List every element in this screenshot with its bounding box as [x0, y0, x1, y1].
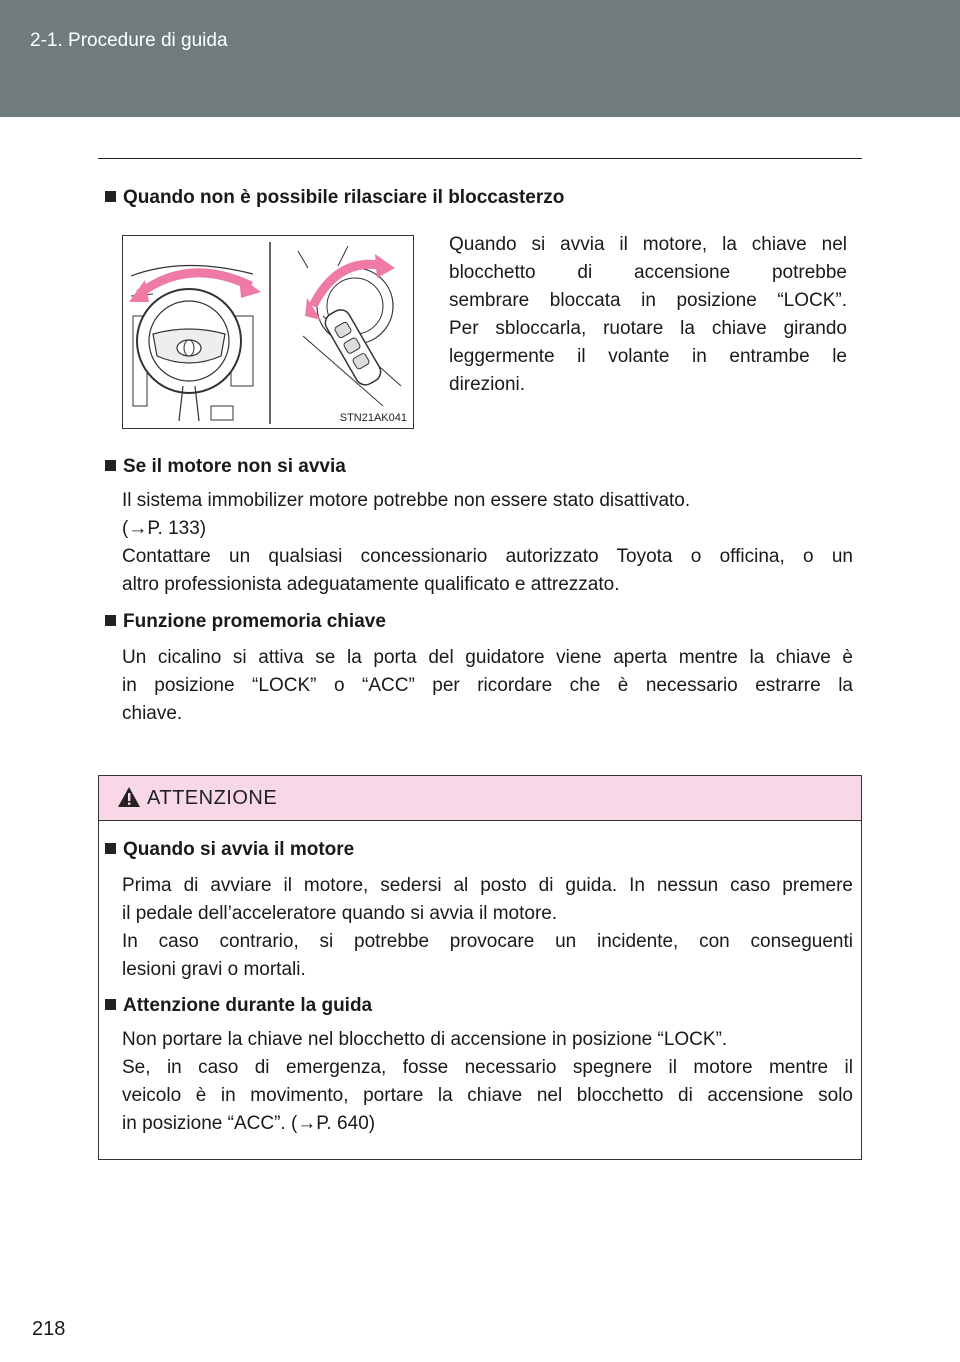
section-heading-text: Se il motore non si avvia	[123, 456, 346, 477]
square-bullet-icon	[105, 460, 116, 471]
warning-triangle-icon	[117, 786, 141, 808]
page-header	[0, 0, 960, 117]
text-line: blocchetto di accensione potrebbe	[449, 262, 847, 283]
square-bullet-icon	[105, 191, 116, 202]
text-line: Un cicalino si attiva se la porta del guidatore viene aperta mentre la chiave è	[122, 647, 853, 668]
steering-key-illustration	[122, 235, 414, 429]
square-bullet-icon	[105, 999, 116, 1010]
text-line: chiave.	[122, 703, 183, 724]
text-line: il pedale dell’acceleratore quando si avvia il motore.	[122, 903, 558, 924]
text-line: Se, in caso di emergenza, fosse necessario spegnere il motore mentre il	[122, 1057, 853, 1078]
section-heading-steering-lock	[105, 185, 564, 211]
section-heading-text: Attenzione durante la guida	[123, 995, 373, 1016]
section-heading-engine-wont-start	[105, 454, 346, 480]
text-line: in posizione “ACC”. (→P. 640)	[122, 1113, 376, 1134]
section-heading-text: Quando si avvia il motore	[123, 839, 355, 860]
warning-heading-driving	[105, 993, 372, 1019]
square-bullet-icon	[105, 615, 116, 626]
steering-wheel-key-icon	[123, 236, 414, 429]
text-line: sembrare bloccata in posizione “LOCK”.	[449, 290, 847, 311]
text-line: In caso contrario, si potrebbe provocare un incidente, con conseguenti	[122, 931, 853, 952]
warning-driving-text	[122, 1026, 853, 1138]
warning-header	[99, 776, 861, 821]
text-line: leggermente il volante in entrambe le	[449, 346, 847, 367]
text-line: Contattare un qualsiasi concessionario autorizzato Toyota o officina, o un	[122, 546, 853, 567]
square-bullet-icon	[105, 843, 116, 854]
text-line: altro professionista adeguatamente qualificato e attrezzato.	[122, 574, 620, 595]
text-line: (→P. 133)	[122, 518, 207, 539]
section-divider	[98, 158, 862, 159]
warning-heading-starting	[105, 837, 354, 863]
section-heading-text: Quando non è possibile rilasciare il bloccasterzo	[123, 187, 565, 208]
text-line: Il sistema immobilizer motore potrebbe non essere stato disattivato.	[122, 490, 691, 511]
steering-lock-text	[449, 231, 847, 399]
key-reminder-text	[122, 644, 853, 728]
page-number: 218	[32, 1318, 66, 1340]
warning-starting-text	[122, 872, 853, 984]
warning-title: ATTENZIONE	[147, 787, 278, 809]
text-line: in posizione “LOCK” o “ACC” per ricordare che è necessario estrarre la	[122, 675, 853, 696]
figure-caption: STN21AK041	[339, 412, 407, 424]
text-line: Quando si avvia il motore, la chiave nel	[449, 234, 847, 255]
text-line: lesioni gravi o mortali.	[122, 959, 306, 980]
section-heading-key-reminder	[105, 609, 386, 635]
text-line: Non portare la chiave nel blocchetto di accensione in posizione “LOCK”.	[122, 1029, 728, 1050]
text-line: veicolo è in movimento, portare la chiave nel blocchetto di accensione solo	[122, 1085, 853, 1106]
section-heading-text: Funzione promemoria chiave	[123, 611, 386, 632]
text-line: direzioni.	[449, 374, 526, 395]
text-line: Prima di avviare il motore, sedersi al posto di guida. In nessun caso premere	[122, 875, 853, 896]
chapter-title: 2-1. Procedure di guida	[30, 30, 228, 51]
text-line: Per sbloccarla, ruotare la chiave girando	[449, 318, 847, 339]
engine-wont-start-text	[122, 487, 853, 599]
